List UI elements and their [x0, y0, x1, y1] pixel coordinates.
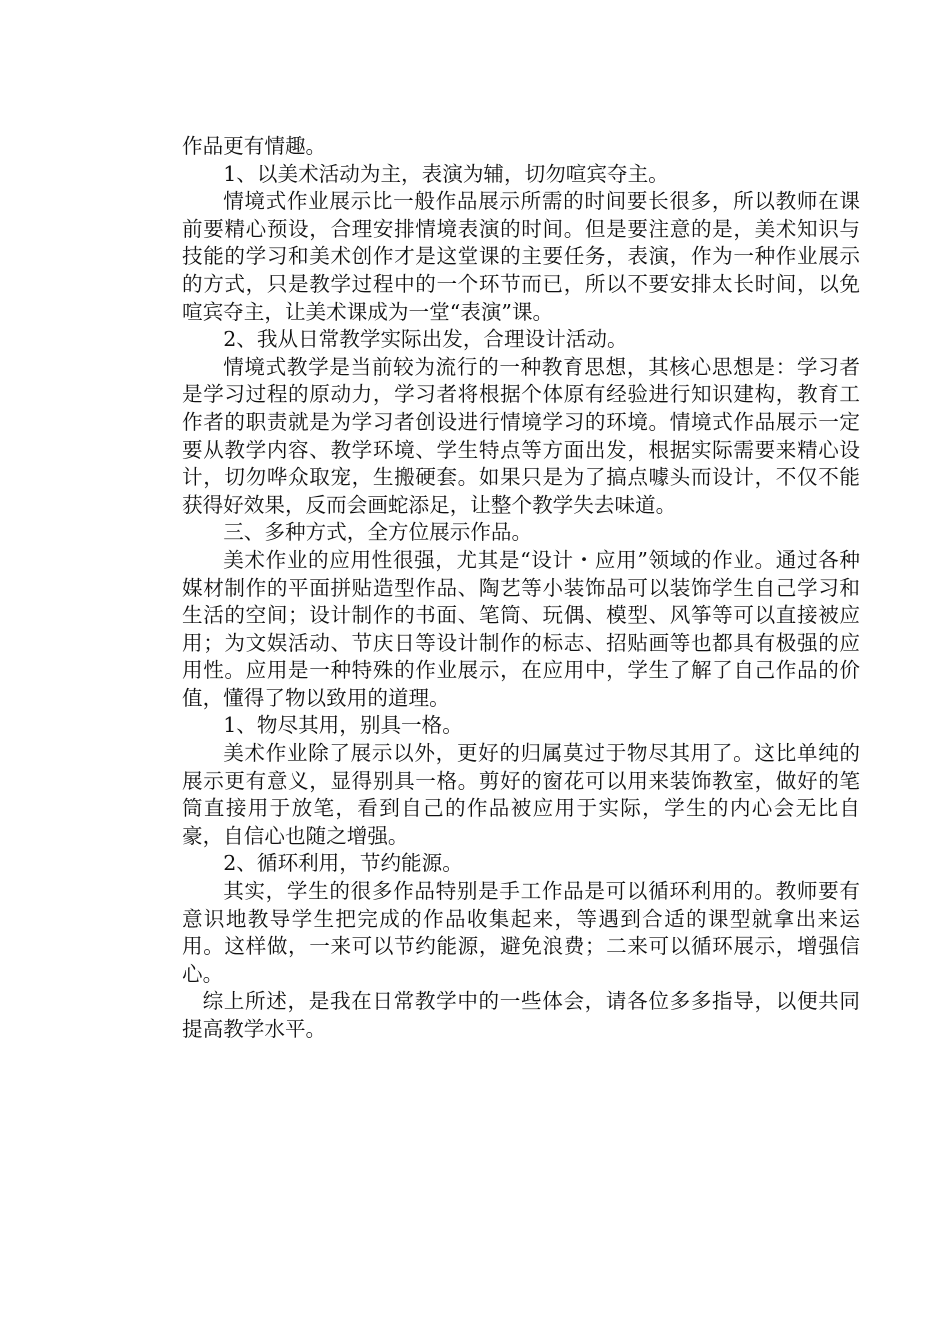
- paragraph-heading-3-1: 1、物尽其用，别具一格。: [223, 713, 463, 738]
- paragraph-body: 情境式作业展示比一般作品展示所需的时间要长很多，所以教师在课前要精心预设，合理安排情境表演的时间。但是要注意的是，美术知识与技能的学习和美术创作才是这堂课的主要任务，表演，作为一种作业展示的方式，只是教学过程中的一个环节而已，所以不要安排太长时间，以免喧宾夺主，让美术课成为一堂“表演”课。: [182, 189, 860, 324]
- paragraph-body: 情境式教学是当前较为流行的一种教育思想，其核心思想是：学习者是学习过程的原动力，学习者将根据个体原有经验进行知识建构，教育工作者的职责就是为学习者创设进行情境学习的环境。情境式作品展示一定要从教学内容、教学环境、学生特点等方面出发，根据实际需要来精心设计，切勿哗众取宠，生搬硬套。如果只是为了搞点噱头而设计，不仅不能获得好效果，反而会画蛇添足，让整个教学失去味道。: [182, 354, 860, 517]
- paragraph-heading-1-1: 1、以美术活动为主，表演为辅，切勿喧宾夺主。: [223, 161, 669, 186]
- paragraph-body: 其实，学生的很多作品特别是手工作品是可以循环利用的。教师要有意识地教导学生把完成的作品收集起来，等遇到合适的课型就拿出来运用。这样做，一来可以节约能源，避免浪费；二来可以循环展示，增强信心。: [182, 879, 860, 986]
- paragraph-body: 美术作业的应用性很强，尤其是“设计・应用”领域的作业。通过各种媒材制作的平面拼贴造型作品、陶艺等小装饰品可以装饰学生自己学习和生活的空间；设计制作的书面、笔筒、玩偶、模型、风筝等可以直接被应用；为文娱活动、节庆日等设计制作的标志、招贴画等也都具有极强的应用性。应用是一种特殊的作业展示，在应用中，学生了解了自己作品的价值，懂得了物以致用的道理。: [182, 547, 860, 710]
- paragraph-heading-1-2: 2、我从日常教学实际出发，合理设计活动。: [223, 327, 628, 352]
- document-body: [182, 133, 860, 1044]
- paragraph-conclusion: 综上所述，是我在日常教学中的一些体会，请各位多多指导，以便共同提高教学水平。: [182, 989, 860, 1041]
- paragraph-heading-3-2: 2、循环利用，节约能源。: [223, 851, 463, 876]
- paragraph-section-heading-3: 三、多种方式，全方位展示作品。: [223, 520, 533, 545]
- paragraph-body: 美术作业除了展示以外，更好的归属莫过于物尽其用了。这比单纯的展示更有意义，显得别具一格。剪好的窗花可以用来装饰教室，做好的笔筒直接用于放笔，看到自己的作品被应用于实际，学生的内心会无比自豪，自信心也随之增强。: [182, 741, 860, 848]
- paragraph-continuation: 作品更有情趣。: [182, 134, 327, 158]
